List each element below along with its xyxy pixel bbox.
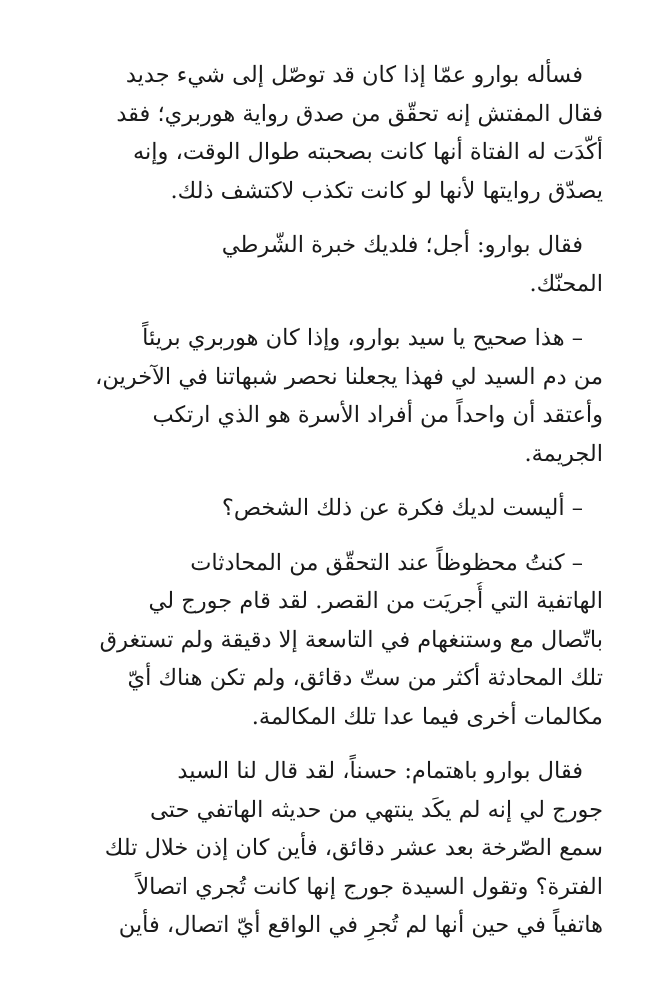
text-line: تلك المحادثة أكثر من ستّ دقائق، ولم تكن هناك أيّ xyxy=(127,665,603,691)
text-line: من دم السيد لي فهذا يجعلنا نحصر شبهاتنا في الآخرين، xyxy=(95,363,603,390)
text-line: هاتفياً في حين أنها لم تُجرِ في الواقع أيّ اتصال، فأين xyxy=(118,912,603,938)
paragraph-6 xyxy=(72,752,603,945)
text-line: فقال بوارو: أجل؛ فلديك خبرة الشّرطي xyxy=(221,232,583,258)
text-line: يصدّق روايتها لأنها لو كانت تكذب لاكتشف ذلك. xyxy=(170,177,603,204)
paragraph-4 xyxy=(72,489,603,528)
paragraph-1 xyxy=(72,56,603,210)
text-line: باتّصال مع وستنغهام في التاسعة إلا دقيقة ولم تستغرق xyxy=(99,626,603,653)
text-line: مكالمات أخرى فيما عدا تلك المكالمة. xyxy=(251,703,603,730)
text-line: فقال المفتش إنه تحقّق من صدق رواية هوربري؛ فقد xyxy=(116,100,603,127)
text-line: فسأله بوارو عمّا إذا كان قد توصّل إلى شيء جديد xyxy=(125,62,583,88)
text-line: – كنتُ محظوظاً عند التحقّق من المحادثات xyxy=(190,549,583,576)
text-line: فقال بوارو باهتمام: حسناً، لقد قال لنا السيد xyxy=(177,758,583,784)
text-line: المحنّك. xyxy=(529,270,603,297)
paragraph-5 xyxy=(72,544,603,737)
text-line: – هذا صحيح يا سيد بوارو، وإذا كان هوربري بريئاً xyxy=(142,325,583,351)
text-line: الهاتفية التي أُجريَت من القصر. لقد قام جورج لي xyxy=(148,588,603,614)
paragraph-2 xyxy=(72,226,603,303)
text-line: سمع الصّرخة بعد عشر دقائق، فأين كان إذن خلال تلك xyxy=(104,835,603,861)
text-line: الفترة؟ وتقول السيدة جورج إنها كانت تُجري اتصالاً xyxy=(136,873,603,900)
paragraph-3 xyxy=(72,319,603,473)
text-line: – أليست لديك فكرة عن ذلك الشخص؟ xyxy=(221,495,583,521)
text-line: جورج لي إنه لم يكَد ينتهي من حديثه الهاتفي حتى xyxy=(150,796,603,823)
text-line: وأعتقد أن واحداً من أفراد الأسرة هو الذي ارتكب xyxy=(152,402,603,428)
text-line: أكّدَت له الفتاة أنها كانت بصحبته طوال الوقت، وإنه xyxy=(132,139,603,165)
text-line: الجريمة. xyxy=(524,440,603,467)
